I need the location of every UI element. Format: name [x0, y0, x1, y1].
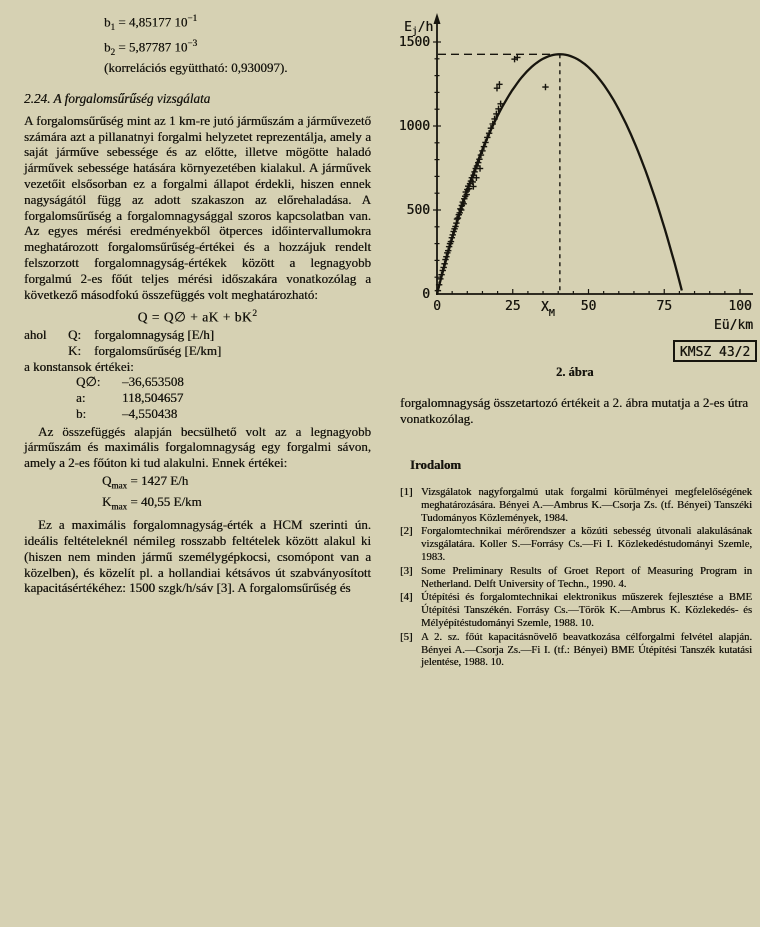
y-tick-label: 0: [422, 287, 430, 302]
paragraph-2: Az összefüggés alapján becsülhető volt az a legnagyobb járműszám és maximális forgalomnagyság egy forgalmi sávon, amely a 2-es főúton ki tud alakulni. Ennek értékei:: [24, 423, 371, 471]
constants-block: [76, 374, 371, 421]
reference-item-1: [1] Vizsgálatok nagyforgalmú utak forgalmi körülményei megfelelőségének meghatározására. Bényei A.—Ambrus K.—Csorja Zs. (tf. Bényei) Tanszéki Tudományos Közlemények, 1984.: [400, 486, 752, 524]
constant-q0: Q∅: –36,653508: [76, 374, 184, 390]
x-tick-label: 0: [433, 299, 441, 314]
x-tick-label: 50: [580, 299, 597, 314]
x-tick-label: 75: [656, 299, 673, 314]
kmsz-label: KMSZ 43/2: [679, 345, 751, 360]
correlation-note: (korrelációs együttható: 0,930097).: [104, 59, 288, 75]
constants-label: a konstansok értékei:: [24, 358, 134, 374]
figure-2-chart: [398, 6, 760, 366]
paragraph-1: A forgalomsűrűség mint az 1 km-re jutó járműszám a járművezető számára azt a pillanatnyi forgalmi helyzetet reprezentálja, amely a saját járműve sebessége és az előtte, illetve mögötte haladó járművek sebessége hatására környezetében kialakul. A járművek vezetőit elsősorban ez a forgalmi állapot érdekli, hiszen ennek nagyságától függ az adott szakaszon az előrehaladása. A forgalomsűrűség a forgalomnagysággal szoros kapcsolatban van. Az egyes mérési eredményekből ötperces időintervallumokra meghatározott forgalomsűrűség-értékei és a hozzájuk rendelt felszorzott forgalomnagyság-értékek között a legnagyobb forgalmú 2-es főút teljes mérési időszakára vonatkozólag a következő másodfokú összefüggés volt meghatározható:: [24, 112, 371, 302]
reference-item-2: [2] Forgalomtechnikai mérőrendszer a közúti sebesség útvonali alakulásának vizsgálatára. Koller S.—Forrásy Cs.—Fi I. Közlekedéstudományi Szemle, 1983.: [400, 525, 752, 563]
coefficient-b1: $b_1 = 4,85177$ $10^{-1}$: [104, 13, 198, 32]
where-block: [24, 327, 371, 359]
y-axis-label: $E_j/h$: [404, 20, 434, 37]
constant-a: a: 118,504657: [76, 390, 184, 406]
left-column: [24, 10, 371, 596]
section-heading: 2.24. A forgalomsűrűség vizsgálata: [24, 90, 211, 106]
coefficient-b2: $b_2 = 5,87787$ $10^{-3}$: [104, 37, 198, 57]
x-axis-label: Eü/km: [713, 318, 753, 333]
reference-item-3: [3] Some Preliminary Results of Groet Report of Measuring Program in Netherland. Delft University of Techn., 1990. 4.: [400, 564, 752, 590]
y-tick-label: 1000: [398, 119, 430, 134]
constant-b: b: –4,550438: [76, 405, 178, 421]
max-values: [102, 473, 371, 515]
x-tick-label: 100: [728, 299, 752, 314]
y-tick-label: 500: [406, 203, 430, 218]
x-tick-label: 25: [504, 299, 521, 314]
figure-caption: 2. ábra: [556, 365, 594, 379]
y-axis-arrow: [434, 13, 441, 24]
reference-item-5: [5] A 2. sz. főút kapacitásnövelő beavatkozása célforgalmi felvétel alapján. Bényei A.—Csorja Zs.—Fi I. (tf.: Bényei) BME Útépítési Tanszék kutatási jelentése, 1988. 10.: [400, 630, 752, 669]
y-tick-label: 1500: [398, 35, 430, 50]
reference-item-4: [4] Útépítési és forgalomtechnikai elektronikus műszerek fejlesztése a BME Útépítési Tanszékén. Forrásy Cs.—Török K.—Ambrus K. Közlekedés- és Mélyépítéstudományi Szemle, 1988. 10.: [400, 591, 752, 629]
kmax-line: $K_{max} = 40,55$ E/km: [102, 494, 202, 512]
xm-label: $X_M$: [540, 300, 555, 319]
where-row-q: ahol Q: forgalomnagyság [E/h]: [24, 326, 214, 342]
references-list: [400, 486, 752, 670]
qmax-line: $Q_{max} = 1427$ E/h: [102, 473, 189, 491]
regression-coefficients: [104, 10, 371, 76]
figure-reference-paragraph: forgalomnagyság összetartozó értékeit a 2. ábra mutatja a 2-es útra vonatkozólag.: [400, 395, 748, 426]
equation-q: Q = Q∅ + aK + $bK^2$: [137, 309, 258, 325]
literature-heading: Irodalom: [410, 458, 461, 472]
where-row-k: K: forgalomsűrűség [E/km]: [68, 342, 222, 358]
paragraph-3: Ez a maximális forgalomnagyság-érték a HCM szerinti ún. ideális feltételeknél némileg rosszabb feltételek között alakul ki (hiszen nem minden jármű személygépkocsi, csomópont van a közelben), és közelít pl. a hollandiai kétsávos út szabványosított kapacitásértékéhez: 1500 szgk/h/sáv [3]. A forgalomsűrűség és: [24, 517, 371, 596]
